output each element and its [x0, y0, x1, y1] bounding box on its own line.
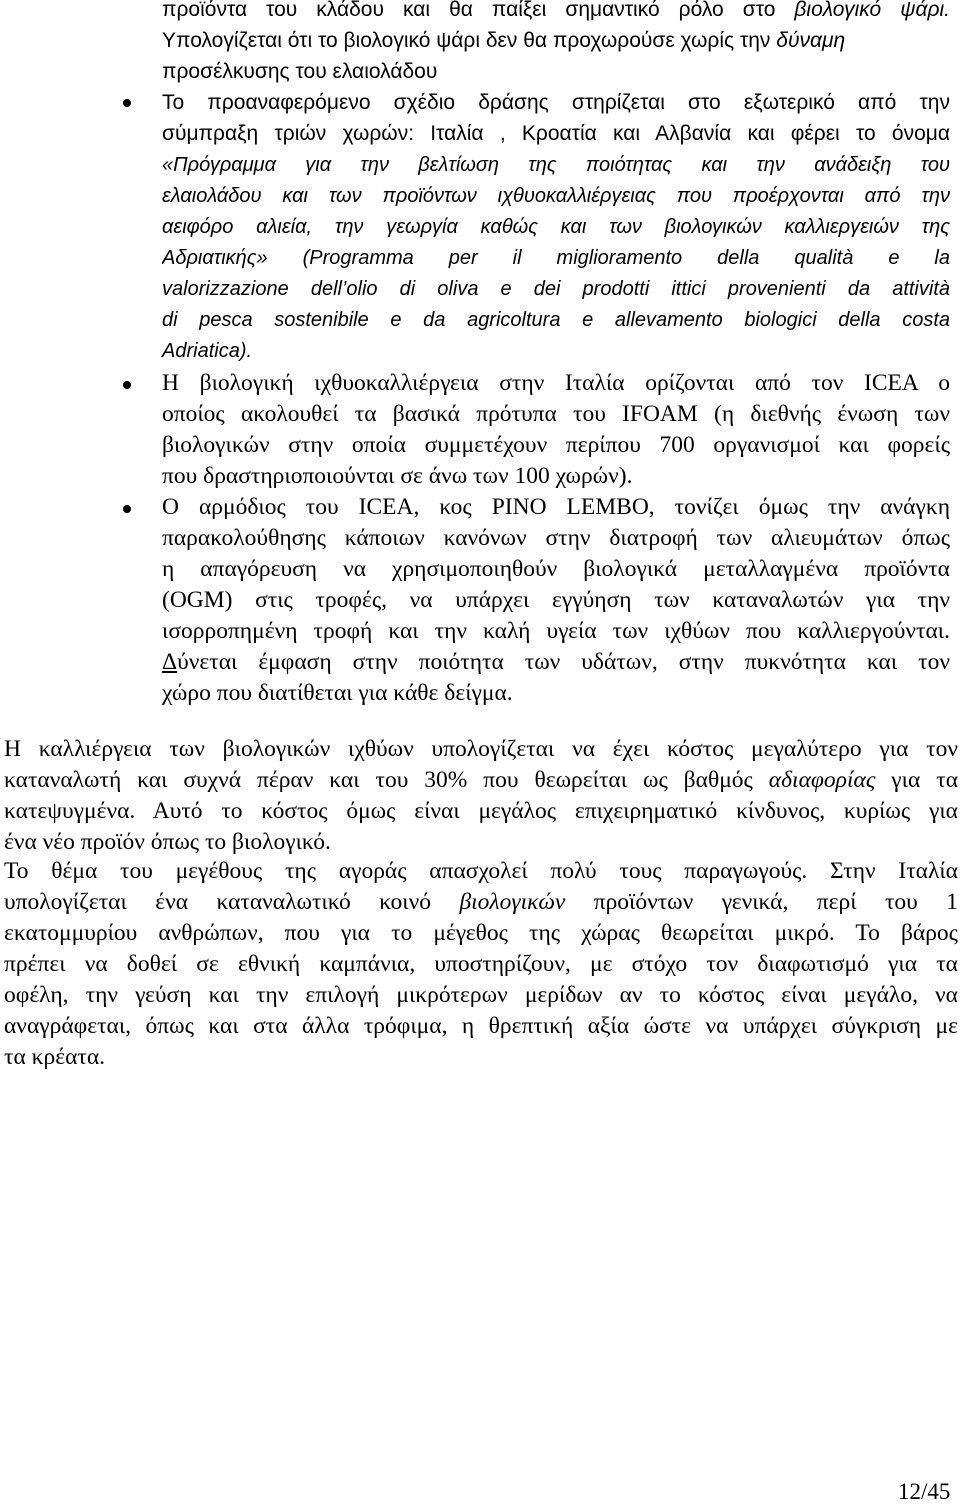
text-line: οποίος ακολουθεί τα βασικά πρότυπα του IFOAM (η διεθνής ένωση των [162, 401, 950, 427]
text-line: ένα νέο προϊόν όπως το βιολογικό. [4, 829, 331, 855]
text-line: Αδριατικής» (Programma per il miglioramento della qualità e la [162, 247, 950, 269]
text-line: ισορροπημένη τροφή και την καλή υγεία των ιχθύων που καλλιεργούνται. [162, 618, 950, 644]
text-line: Η βιολογική ιχθυοκαλλιέργεια στην Ιταλία ορίζονται από τον ICEA ο [162, 370, 950, 396]
text-line: (OGM) στις τροφές, να υπάρχει εγγύηση των καταναλωτών για την [162, 587, 950, 613]
text-line: αναγράφεται, όπως και στα άλλα τρόφιμα, η θρεπτική αξία ώστε να υπάρχει σύγκριση με [4, 1013, 958, 1039]
text-line: Υπολογίζεται ότι το βιολογικό ψάρι δεν θα προχωρούσε χωρίς την δύναμη [162, 29, 846, 52]
text-line: πρέπει να δοθεί σε εθνική καμπάνια, υποστηρίζουν, με στόχο τον διαφωτισμό για τα [4, 951, 958, 977]
text-line: καταναλωτή και συχνά πέραν και του 30% που θεωρείται ως βαθμός αδιαφορίας για τα [4, 767, 958, 793]
bullet-icon [123, 505, 131, 513]
text-line: προσέλκυσης του ελαιολάδου [162, 60, 438, 83]
text-line: αειφόρο αλιεία, την γεωργία καθώς και των βιολογικών καλλιεργειών της [162, 216, 950, 238]
text-line: υπολογίζεται ένα καταναλωτικό κοινό βιολογικών προϊόντων γενικά, περί του 1 [4, 889, 958, 915]
bullet-icon [123, 99, 131, 107]
text-line: παρακολούθησης κάποιων κανόνων στην διατροφή των αλιευμάτων όπως [162, 525, 950, 551]
text-line: που δραστηριοποιούνται σε άνω των 100 χωρών). [162, 463, 633, 489]
text-line: Το θέμα του μεγέθους της αγοράς απασχολεί πολύ τους παραγωγούς. Στην Ιταλία [4, 858, 958, 884]
text-line: Το προαναφερόμενο σχέδιο δράσης στηρίζεται στο εξωτερικό από την [162, 91, 950, 114]
text-line: Adriatica). [162, 340, 253, 362]
text-line: «Πρόγραμμα για την βελτίωση της ποιότητας και την ανάδειξη του [162, 154, 950, 176]
text-line: valorizzazione dell’olio di oliva e dei prodotti ittici provenienti da attività [162, 278, 950, 300]
text-line: Δύνεται έμφαση στην ποιότητα των υδάτων, στην πυκνότητα και τον [162, 649, 950, 675]
page-number: 12/45 [898, 1479, 951, 1504]
text-line: οφέλη, την γεύση και την επιλογή μικρότερων μερίδων αν το κόστος είναι μεγάλο, να [4, 982, 958, 1008]
text-line: βιολογικών στην οποία συμμετέχουν περίπου 700 οργανισμοί και φορείς [162, 432, 950, 458]
text-line: χώρο που διατίθεται για κάθε δείγμα. [162, 680, 513, 706]
text-line: εκατομμυρίου ανθρώπων, που για το μέγεθος της χώρας θεωρείται μικρό. Το βάρος [4, 920, 958, 946]
text-line: η απαγόρευση να χρησιμοποιηθούν βιολογικά μεταλλαγμένα προϊόντα [162, 556, 950, 582]
text-line: τα κρέατα. [4, 1044, 106, 1070]
text-line: ελαιολάδου και των προϊόντων ιχθυοκαλλιέργειας που προέρχονται από την [162, 185, 950, 207]
bullet-icon [123, 381, 131, 389]
text-line: Η καλλιέργεια των βιολογικών ιχθύων υπολογίζεται να έχει κόστος μεγαλύτερο για τον [4, 736, 958, 762]
text-line: Ο αρμόδιος του ICEA, κος PINO LEMBO, τονίζει όμως την ανάγκη [162, 494, 950, 520]
text-line: προϊόντα του κλάδου και θα παίξει σημαντικό ρόλο στο βιολογικό ψάρι. [162, 0, 950, 21]
text-line: di pesca sostenibile e da agricoltura e allevamento biologici della costa [162, 309, 950, 331]
text-line: σύμπραξη τριών χωρών: Ιταλία , Κροατία και Αλβανία και φέρει το όνομα [162, 122, 950, 145]
text-line: κατεψυγμένα. Αυτό το κόστος όμως είναι μεγάλος επιχειρηματικό κίνδυνος, κυρίως για [4, 798, 958, 824]
